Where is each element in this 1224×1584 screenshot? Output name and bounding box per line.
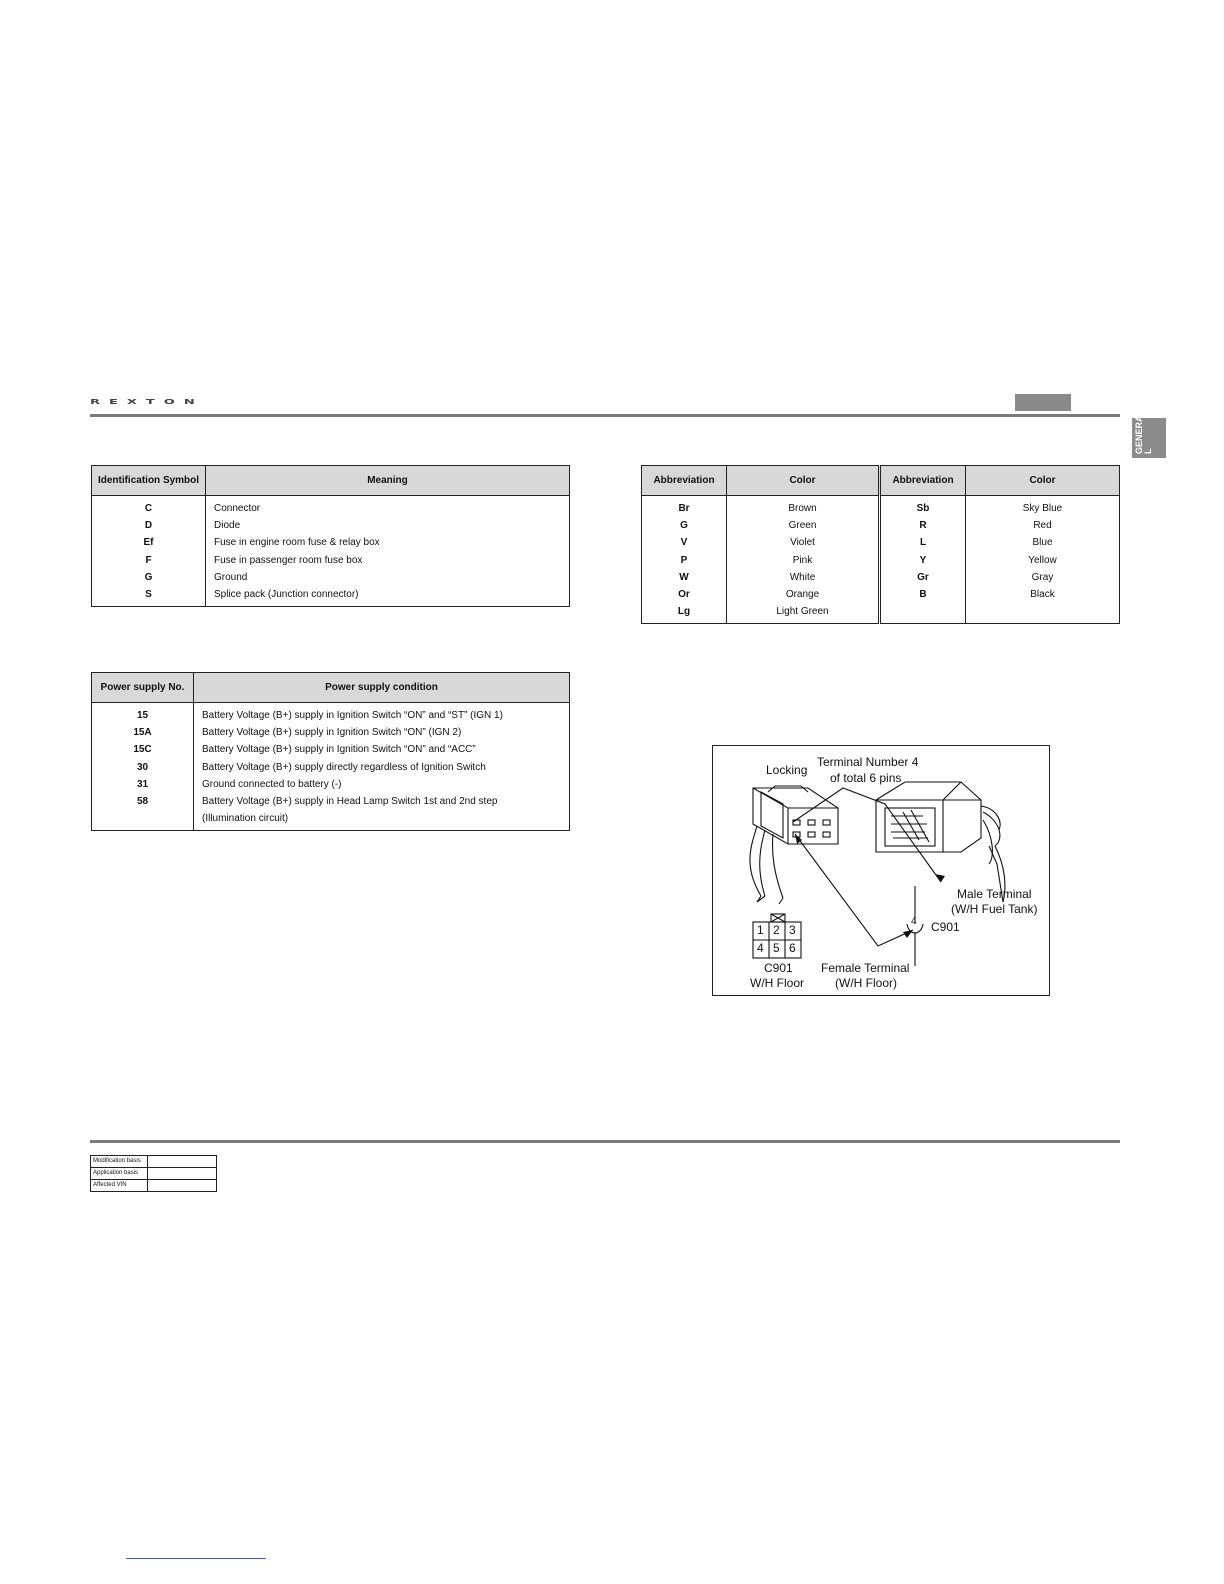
table-row [642,500,1120,517]
color-name: Green [727,517,880,534]
table-row [92,810,570,831]
table-row [92,759,570,776]
pin-label: 6 [789,941,796,955]
header-gray-tab [1015,394,1071,411]
color-abbreviation: Sb [880,500,966,517]
modification-basis-value [148,1156,217,1168]
symbol-code: S [92,586,206,607]
table-row [92,569,570,586]
pin-number-label: 4 [911,916,917,927]
footer-rule [90,1140,1120,1143]
table-row [642,569,1120,586]
rexton-logo: REXTON [90,398,204,407]
symbol-meaning: Ground [206,569,570,586]
terminal-number-label-line1: Terminal Number 4 [817,755,919,769]
power-supply-code: 31 [92,776,194,793]
table-row [92,534,570,551]
color-name: Sky Blue [966,500,1120,517]
color-name: Pink [727,552,880,569]
table-row [92,741,570,758]
symbol-code: D [92,517,206,534]
col-header-abbreviation: Abbreviation [880,466,966,496]
power-supply-condition: Ground connected to battery (-) [194,776,570,793]
power-supply-table [91,672,570,831]
pin-label: 1 [757,923,764,937]
floor-connector-label-line2: W/H Floor [750,976,804,990]
color-abbreviation: V [642,534,727,551]
color-name: Light Green [727,603,880,624]
table-row [92,552,570,569]
table-row [91,1180,217,1192]
male-terminal-label-line2: (W/H Fuel Tank) [951,902,1038,916]
table-row [642,586,1120,603]
symbol-code: Ef [92,534,206,551]
pin-label: 5 [773,941,780,955]
pin-label: 4 [757,941,764,955]
col-header-power-supply-no: Power supply No. [92,673,194,703]
pin-label: 2 [773,923,780,937]
power-supply-condition: Battery Voltage (B+) supply in Ignition Switch “ON” and “ACC” [194,741,570,758]
terminal-number-label-line2: of total 6 pins [830,771,902,785]
header-rule [90,414,1120,417]
symbol-meaning: Fuse in engine room fuse & relay box [206,534,570,551]
color-abbreviation: Gr [880,569,966,586]
symbol-code: C [92,500,206,517]
table-row [92,707,570,724]
affected-vin-label: Affected VIN [91,1180,148,1192]
power-supply-code: 30 [92,759,194,776]
table-row [642,534,1120,551]
color-name: Gray [966,569,1120,586]
table-row [642,603,1120,624]
color-name: Yellow [966,552,1120,569]
wire-color-table [641,465,1120,624]
color-abbreviation [880,603,966,624]
power-supply-code [92,810,194,831]
female-terminal-label-line1: Female Terminal [821,961,910,975]
symbol-meaning: Splice pack (Junction connector) [206,586,570,607]
side-tab-label: GENERA L [1134,415,1153,454]
color-abbreviation: Lg [642,603,727,624]
power-supply-code: 15A [92,724,194,741]
color-abbreviation: L [880,534,966,551]
table-row [92,724,570,741]
power-supply-condition: Battery Voltage (B+) supply in Ignition Switch “ON” (IGN 2) [194,724,570,741]
color-abbreviation: Br [642,500,727,517]
col-header-color: Color [727,466,880,496]
table-row [642,517,1120,534]
color-abbreviation: Y [880,552,966,569]
color-name: Brown [727,500,880,517]
color-name: Red [966,517,1120,534]
col-header-power-supply-condition: Power supply condition [194,673,570,703]
table-row [92,517,570,534]
color-name: Blue [966,534,1120,551]
color-abbreviation: W [642,569,727,586]
color-abbreviation: B [880,586,966,603]
color-abbreviation: P [642,552,727,569]
identification-symbol-table [91,465,570,607]
symbol-meaning: Diode [206,517,570,534]
table-row [91,1156,217,1168]
power-supply-code: 58 [92,793,194,810]
col-header-abbreviation: Abbreviation [642,466,727,496]
modification-info-table [90,1155,217,1192]
color-name: Black [966,586,1120,603]
color-name: Orange [727,586,880,603]
power-supply-condition: Battery Voltage (B+) supply directly regardless of Ignition Switch [194,759,570,776]
power-supply-condition: Battery Voltage (B+) supply in Head Lamp Switch 1st and 2nd step [194,793,570,810]
footer-link-underline[interactable] [126,1558,266,1559]
table-row [92,500,570,517]
female-terminal-label-line2: (W/H Floor) [835,976,897,990]
symbol-code: G [92,569,206,586]
pin-label: 3 [789,923,796,937]
color-abbreviation: G [642,517,727,534]
power-supply-code: 15 [92,707,194,724]
table-row [92,793,570,810]
color-name: Violet [727,534,880,551]
application-basis-label: Application basis [91,1168,148,1180]
table-row [92,586,570,607]
col-header-color: Color [966,466,1120,496]
symbol-meaning: Connector [206,500,570,517]
section-side-tab[interactable] [1132,415,1166,458]
affected-vin-value [148,1180,217,1192]
modification-basis-label: Modification basis [91,1156,148,1168]
table-row [92,776,570,793]
power-supply-condition: (Illumination circuit) [194,810,570,831]
floor-connector-label-line1: C901 [764,961,793,975]
color-name: White [727,569,880,586]
connector-diagram [712,745,1050,996]
male-terminal-label-line1: Male Terminal [957,887,1032,901]
color-name [966,603,1120,624]
application-basis-value [148,1168,217,1180]
color-abbreviation: R [880,517,966,534]
connector-id-label: C901 [931,920,960,934]
power-supply-condition: Battery Voltage (B+) supply in Ignition Switch “ON” and “ST” (IGN 1) [194,707,570,724]
symbol-meaning: Fuse in passenger room fuse box [206,552,570,569]
color-abbreviation: Or [642,586,727,603]
power-supply-code: 15C [92,741,194,758]
locking-label: Locking [766,763,808,777]
table-row [91,1168,217,1180]
col-header-meaning: Meaning [206,466,570,496]
table-row [642,552,1120,569]
col-header-identification-symbol: Identification Symbol [92,466,206,496]
symbol-code: F [92,552,206,569]
